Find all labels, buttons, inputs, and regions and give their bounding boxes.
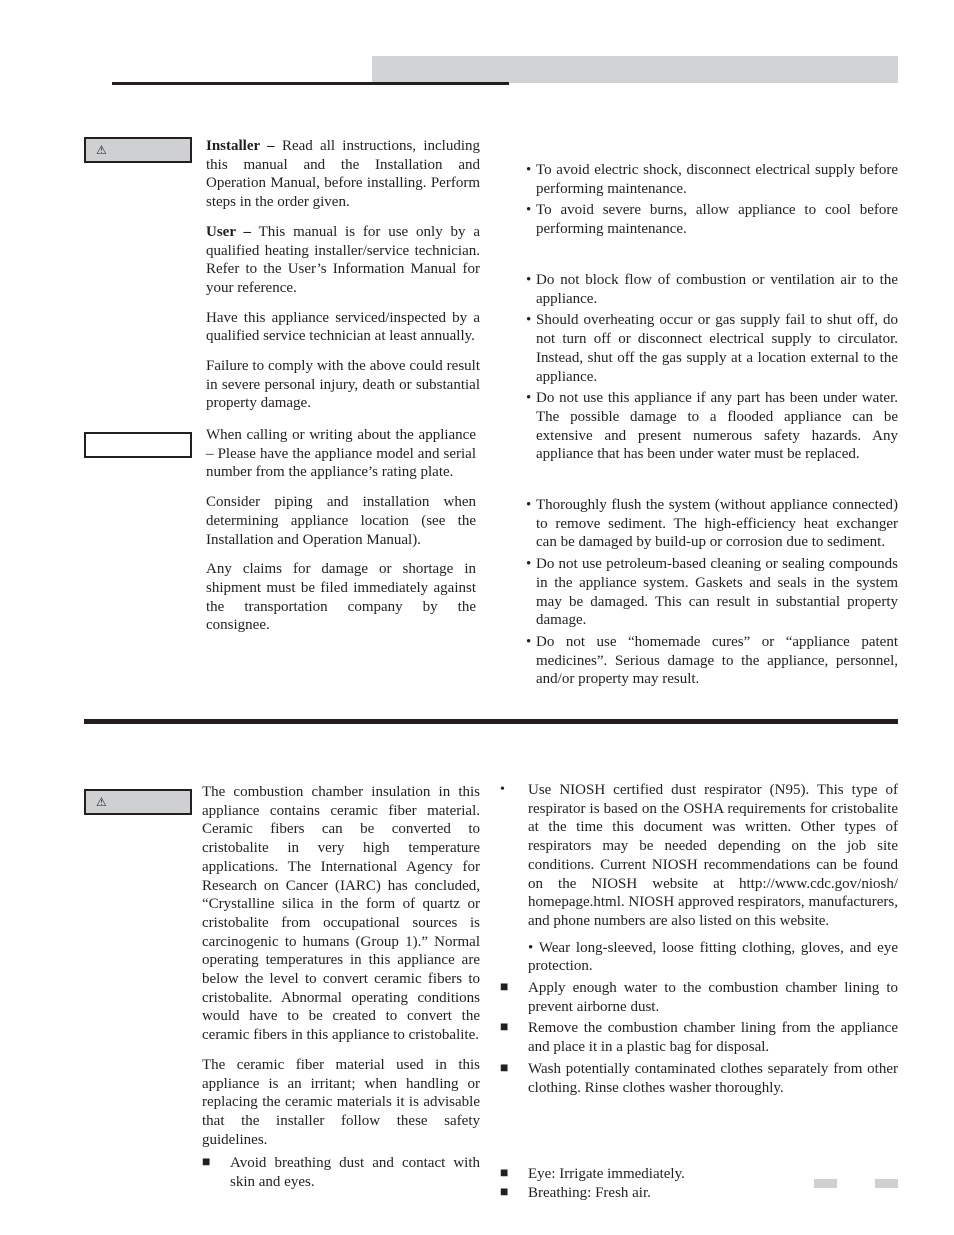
installer-paragraph [206,137,480,212]
user-paragraph [206,223,480,298]
square-bullet-icon: ■ [500,1020,509,1036]
list-item [202,1154,480,1191]
list-item [526,201,898,238]
claims-paragraph: Any claims for damage or shortage in shipment must be filed immediately against the transportation company by the consignee. [206,561,476,634]
ceramic-fiber-paragraph: The combustion chamber insulation in this appliance contains ceramic fiber material. Ceramic fibers can be converted to cristobalite in very high temperature applications. The International Agency for Research on Cancer (IARC) has concluded, “Crystalline silica in the form of quartz or cristobalite from occupational sources is carcinogenic to humans (Group 1).” Normal operating temperatures in this appliance are below the level to convert ceramic fibers to cristobalite. Abnormal operating conditions would have to be created to convert the ceramic fibers in this appliance to cristobalite. [202,784,480,1044]
list-item [526,633,898,689]
irritant-paragraph: The ceramic fiber material used in this appliance is an irritant; when handling or replacing the ceramic materials it is advisable that the installer follow these safety guidelines. [202,1056,480,1148]
list-item-text: Thoroughly flush the system (without appliance connected) to remove sediment. The high-efficiency heat exchanger can be damaged by build-up or corrosion due to sediment. [536,497,898,551]
list-item-text: To avoid severe burns, allow appliance to cool before performing maintenance. [536,202,898,238]
list-item [526,311,898,386]
list-item-text: Use NIOSH certified dust respirator (N95). This type of respirator is based on the OSHA requirements for cristobalite at the time this document was written. Other types of respirators may be needed depending on the job site conditions. Current NIOSH recommendations can be found on the NIOSH website at http://www.cdc.gov/niosh/ homepage.html. NIOSH approved respirators, manufacturers, and phone numbers are also listed on this website. [528,782,898,929]
right-top-group-1 [526,161,898,242]
list-item [500,1184,800,1203]
list-item [500,1019,898,1056]
header-band [372,56,898,83]
bullet-icon: • [526,556,532,573]
list-item-text: To avoid electric shock, disconnect electrical supply before performing maintenance. [536,162,898,197]
list-item [526,389,898,464]
list-item [500,1165,800,1184]
right-bottom-column [500,781,898,1100]
list-item [526,555,898,630]
list-item-text: Do not use “homemade cures” or “appliance patent medicines”. Serious damage to the appliance, personnel, and/or property may result. [536,633,898,688]
right-top-group-3 [526,496,898,692]
square-bullet-icon: ■ [500,1184,509,1200]
rating-plate-paragraph: When calling or writing about the appliance – Please have the appliance model and serial number from the appliance’s rating plate. [206,427,476,481]
list-item-text: Breathing: Fresh air. [528,1184,651,1201]
list-item [500,781,898,931]
list-item [500,1060,898,1097]
installer-text: Read all instructions, including this manual and the Installation and Operation Manual, before installing. Perform steps in the order given. [206,138,480,211]
list-item-text: Wash potentially contaminated clothes separately from other clothing. Rinse clothes washer thoroughly. [528,1060,898,1096]
square-bullet-icon: ■ [500,1060,509,1076]
warning-label-box [84,137,192,163]
list-item [526,271,898,308]
right-top-group-2 [526,271,898,467]
notice-label-box [84,432,192,458]
footer-marker [875,1179,898,1188]
first-aid-list [500,1165,800,1202]
warning-icon: ⚠ [96,795,107,809]
list-item-text: Do not block flow of combustion or ventilation air to the appliance. [536,272,898,307]
header-rule [112,82,509,85]
list-item-text: Remove the combustion chamber lining from the appliance and place it in a plastic bag for disposal. [528,1020,898,1056]
list-item-text: Do not use petroleum-based cleaning or sealing compounds in the appliance system. Gaskets and seals in the system may be damaged. This can result in substantial property damage. [536,556,898,629]
failure-paragraph: Failure to comply with the above could result in severe personal injury, death or substantial property damage. [206,358,480,412]
list-item-text: Apply enough water to the combustion chamber lining to prevent airborne dust. [528,980,898,1015]
warning-icon: ⚠ [96,143,107,157]
left-bottom-column [202,783,480,1195]
list-item [500,979,898,1016]
list-item-text: Should overheating occur or gas supply fail to shut off, do not turn off or disconnect electrical supply to circulator. Instead, shut off the gas supply at a location external to the appliance. [536,312,898,385]
section-divider [84,719,898,724]
square-bullet-icon: ■ [500,1166,509,1181]
piping-paragraph: Consider piping and installation when determining appliance location (see the Installation and Operation Manual). [206,494,476,548]
list-item-text: Avoid breathing dust and contact with skin and eyes. [230,1155,480,1191]
installer-lead: Installer – [206,138,275,154]
user-text: This manual is for use only by a qualified heating installer/service technician. Refer to the User’s Information Manual for your reference. [206,223,480,296]
bullet-icon: • [526,497,532,513]
bullet-icon: • [526,633,532,650]
left-top-column [206,137,480,424]
square-bullet-icon: ■ [500,980,509,996]
footer-marker [814,1179,837,1188]
bullet-icon: • [526,202,532,219]
bullet-icon: • [526,272,532,288]
list-item-text: Do not use this appliance if any part has been under water. The possible damage to a flooded appliance can be extensive and present numerous safety hazards. Any appliance that has been under water must be replaced. [536,390,898,463]
bullet-icon: • [526,312,532,329]
bullet-icon: • [526,162,532,178]
list-item-text: • Wear long-sleeved, loose fitting clothing, gloves, and eye protection. [528,939,898,975]
left-notice-column [206,426,476,646]
list-item [526,496,898,552]
user-lead: User – [206,223,252,240]
warning-label-box [84,789,192,815]
list-item-text: Eye: Irrigate immediately. [528,1166,685,1182]
list-item [500,939,898,976]
bullet-icon: • [500,782,505,797]
square-bullet-icon: ■ [202,1155,211,1171]
service-paragraph: Have this appliance serviced/inspected by a qualified service technician at least annually. [206,309,480,345]
bullet-icon: • [526,390,532,407]
list-item [526,161,898,198]
